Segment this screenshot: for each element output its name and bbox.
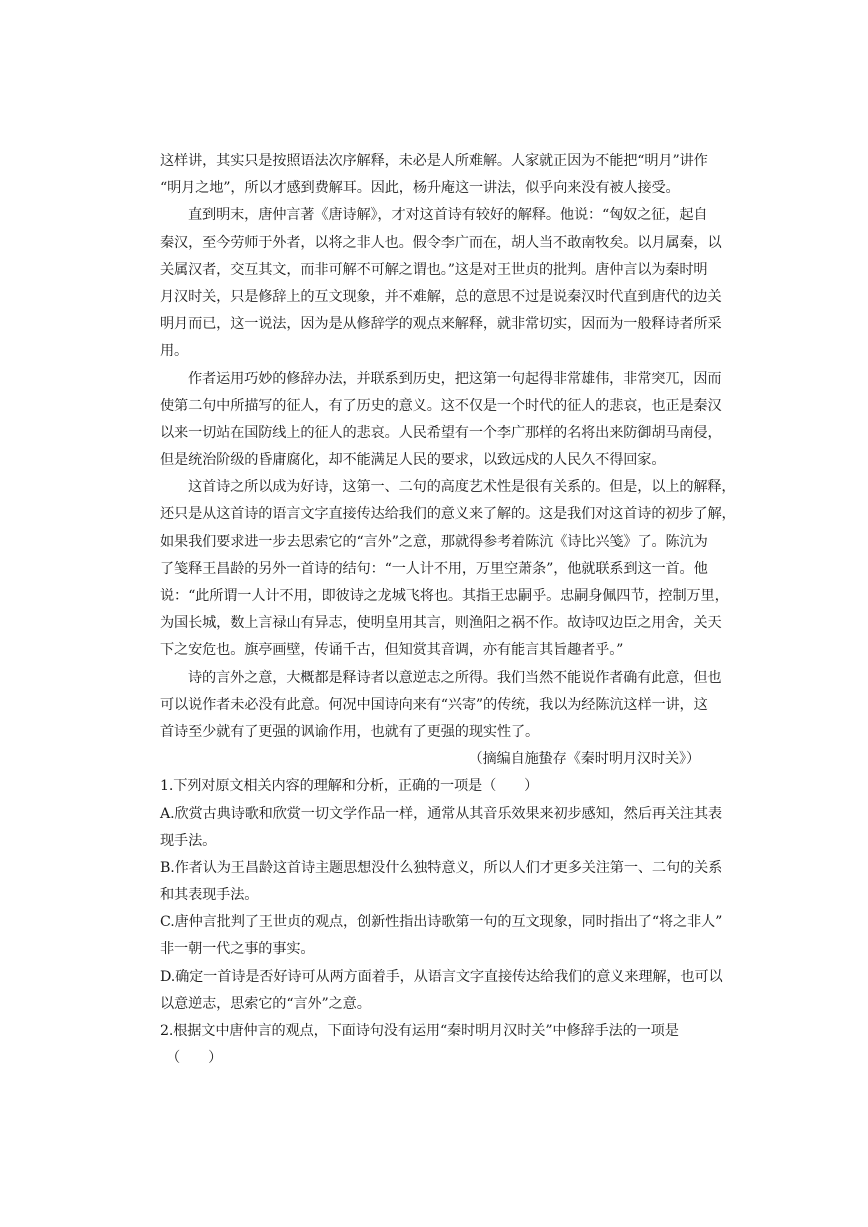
article-line: 关属汉者，交互其文，而非可解不可解之谓也。”这是对王世贞的批判。唐仲言以为秦时明: [160, 261, 708, 278]
question-line: 1.下列对原文相关内容的理解和分析，正确的一项是（ ）: [160, 778, 539, 795]
article-line: 以来一切站在国防线上的征人的悲哀。人民希望有一个李广那样的名将出来防御胡马南侵，: [160, 424, 722, 441]
article-line: 秦汉，至今劳师于外者，以将之非人也。假令李广而在，胡人当不敢南牧矣。以月属秦，以: [160, 234, 722, 251]
article-line: 首诗至少就有了更强的讽谕作用，也就有了更强的现实性了。: [160, 723, 540, 740]
article-line: 这首诗之所以成为好诗，这第一、二句的高度艺术性是很有关系的。但是，以上的解释，: [188, 479, 736, 496]
article-line: 可以说作者未必没有此意。何况中国诗向来有“兴寄”的传统，我以为经陈沆这样一讲，这: [160, 696, 708, 713]
article-line: 说：“此所谓一人计不用，即彼诗之龙城飞将也。其指王忠嗣乎。忠嗣身佩四节，控制万里，: [160, 588, 729, 604]
article-body: [160, 148, 736, 746]
question-line: 非一朝一代之事的事实。: [160, 941, 315, 958]
article-line: 但是统治阶级的昏庸腐化，却不能满足人民的要求，以致远戍的人民久不得回家。: [160, 452, 666, 469]
question-line: 现手法。: [160, 832, 217, 849]
question-line: 2.根据文中唐仲言的观点，下面诗句没有运用“秦时明月汉时关”中修辞手法的一项是: [160, 1023, 679, 1039]
question-line: 和其表现手法。: [160, 887, 259, 904]
article-line: 这样讲，其实只是按照语法次序解释，未必是人所难解。人家就正因为不能把“明月”讲作: [160, 153, 708, 169]
article-line: 直到明末，唐仲言著《唐诗解》，才对这首诗有较好的解释。他说：“匈奴之征，起自: [188, 207, 708, 224]
question-line: 以意逆志，思索它的“言外”之意。: [160, 995, 371, 1012]
question-line: D.确定一首诗是否好诗可从两方面着手，从语言文字直接传达给我们的意义来理解，也可以: [160, 968, 723, 985]
article-line: 还只是从这首诗的语言文字直接传达给我们的意义来了解的。这是我们对这首诗的初步了解，: [160, 506, 736, 523]
document-page: [160, 148, 736, 1072]
question-line: A.欣赏古典诗歌和欣赏一切文学作品一样，通常从其音乐效果来初步感知，然后再关注其表: [160, 805, 722, 822]
questions-section: [160, 773, 723, 1072]
article-line: 使第二句中所描写的征人，有了历史的意义。这不仅是一个时代的征人的悲哀，也正是秦汉: [160, 397, 722, 414]
question-line: C.唐仲言批判了王世贞的观点，创新性指出诗歌第一句的互文现象，同时指出了“将之非人”: [160, 914, 723, 931]
article-line: 下之安危也。旗亭画壁，传诵千古，但知赏其音调，亦有能言其旨趣者乎。”: [160, 642, 624, 659]
question-line: B.作者认为王昌龄这首诗主题思想没什么独特意义，所以人们才更多关注第一、二句的关系: [160, 859, 723, 876]
article-line: 了笺释王昌龄的另外一首诗的结句：“一人计不用，万里空萧条”，他就联系到这一首。他: [160, 560, 708, 577]
article-line: 月汉时关，只是修辞上的互文现象，并不难解，总的意思不过是说秦汉时代直到唐代的边关: [160, 288, 722, 305]
article-line: 作者运用巧妙的修辞办法，并联系到历史，把这第一句起得非常雄伟，非常突兀，因而: [188, 370, 722, 387]
article-line: 明月而已，这一说法，因为是从修辞学的观点来解释，就非常切实，因而为一般释诗者所采: [160, 316, 722, 333]
article-line: 为国长城，数上言禄山有异志，使明皇用其言，则渔阳之祸不作。故诗叹边臣之用舍，关天: [160, 615, 722, 632]
article-line: 用。: [160, 343, 189, 360]
article-line: “明月之地”，所以才感到费解耳。因此，杨升庵这一讲法，似乎向来没有被人接受。: [160, 180, 680, 197]
article-line: 如果我们要求进一步去思索它的“言外”之意，那就得参考着陈沆《诗比兴笺》了。陈沆为: [160, 533, 708, 550]
article-line: 诗的言外之意，大概都是释诗者以意逆志之所得。我们当然不能说作者确有此意，但也: [188, 669, 722, 686]
question-line: （ ）: [166, 1050, 223, 1067]
source-citation: （摘编自施蛰存《秦时明月汉时关》）: [468, 751, 700, 768]
